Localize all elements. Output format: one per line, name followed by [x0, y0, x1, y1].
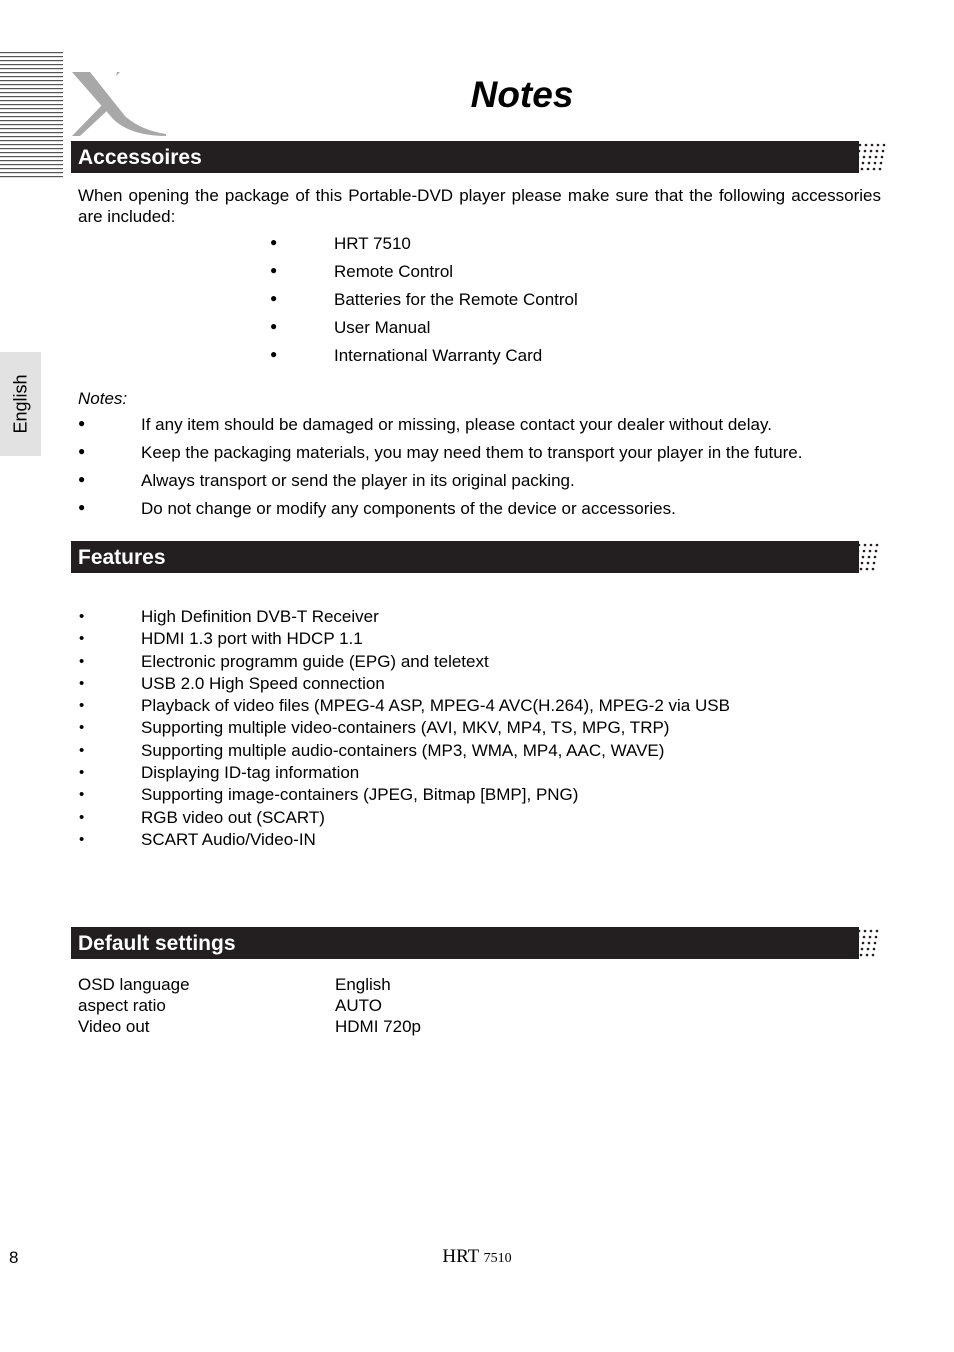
accessories-intro: When opening the package of this Portable-DVD player please make sure that the following accessories are included: [78, 186, 881, 226]
notes-label: Notes: [78, 389, 128, 408]
list-item: • RGB video out (SCART) [78, 807, 730, 829]
list-item: ● International Warranty Card [270, 345, 578, 373]
list-item: • Playback of video files (MPEG-4 ASP, MPEG-4 AVC(H.264), MPEG-2 via USB [78, 695, 730, 717]
setting-value: AUTO [335, 996, 382, 1015]
list-item: ● User Manual [270, 317, 578, 345]
list-item: • SCART Audio/Video-IN [78, 829, 730, 851]
list-item: ● Remote Control [270, 261, 578, 289]
setting-key: Video out [78, 1017, 150, 1036]
list-item: ● HRT 7510 [270, 233, 578, 261]
section-heading-accessoires: Accessoires [71, 141, 859, 173]
halftone-dots-decoration [843, 927, 883, 959]
list-item: ● If any item should be damaged or missing, please contact your dealer without delay. [78, 414, 802, 442]
setting-key: aspect ratio [78, 996, 166, 1015]
language-tab [0, 352, 41, 456]
list-item: • Supporting multiple audio-containers (MP3, WMA, MP4, AAC, WAVE) [78, 740, 730, 762]
list-item: • Supporting multiple video-containers (AVI, MKV, MP4, TS, MPG, TRP) [78, 717, 730, 739]
language-tab-label: English [10, 374, 30, 434]
footer-model-name [0, 1246, 954, 1268]
setting-value: HDMI 720p [335, 1017, 421, 1036]
accessories-list [270, 233, 578, 373]
list-item: • HDMI 1.3 port with HDCP 1.1 [78, 628, 730, 650]
default-settings-table [78, 974, 421, 1037]
section-heading-features: Features [71, 541, 859, 573]
list-item: ● Do not change or modify any components of the device or accessories. [78, 498, 802, 526]
list-item: ● Keep the packaging materials, you may need them to transport your player in the future. [78, 442, 802, 470]
footer-model-number: 7510 [483, 1251, 512, 1266]
section-heading-default-settings: Default settings [71, 927, 859, 959]
list-item: ● Batteries for the Remote Control [270, 289, 578, 317]
list-item: • Electronic programm guide (EPG) and teletext [78, 651, 730, 673]
setting-key: OSD language [78, 975, 190, 994]
page-number: 8 [9, 1248, 19, 1267]
list-item: • USB 2.0 High Speed connection [78, 673, 730, 695]
features-list [78, 606, 730, 851]
halftone-dots-decoration [843, 541, 883, 573]
footer-model-prefix: HRT [442, 1246, 479, 1267]
list-item: • Displaying ID-tag information [78, 762, 730, 784]
table-row [78, 1016, 421, 1037]
setting-value: English [335, 975, 391, 994]
table-row [78, 995, 421, 1016]
table-row [78, 974, 421, 995]
corner-stripes-decoration [0, 52, 63, 180]
notes-list [78, 414, 802, 526]
list-item: ● Always transport or send the player in its original packing. [78, 470, 802, 498]
page-title: Notes [470, 74, 574, 115]
halftone-dots-decoration [850, 141, 890, 173]
list-item: • High Definition DVB-T Receiver [78, 606, 730, 628]
list-item: • Supporting image-containers (JPEG, Bitmap [BMP], PNG) [78, 784, 730, 806]
